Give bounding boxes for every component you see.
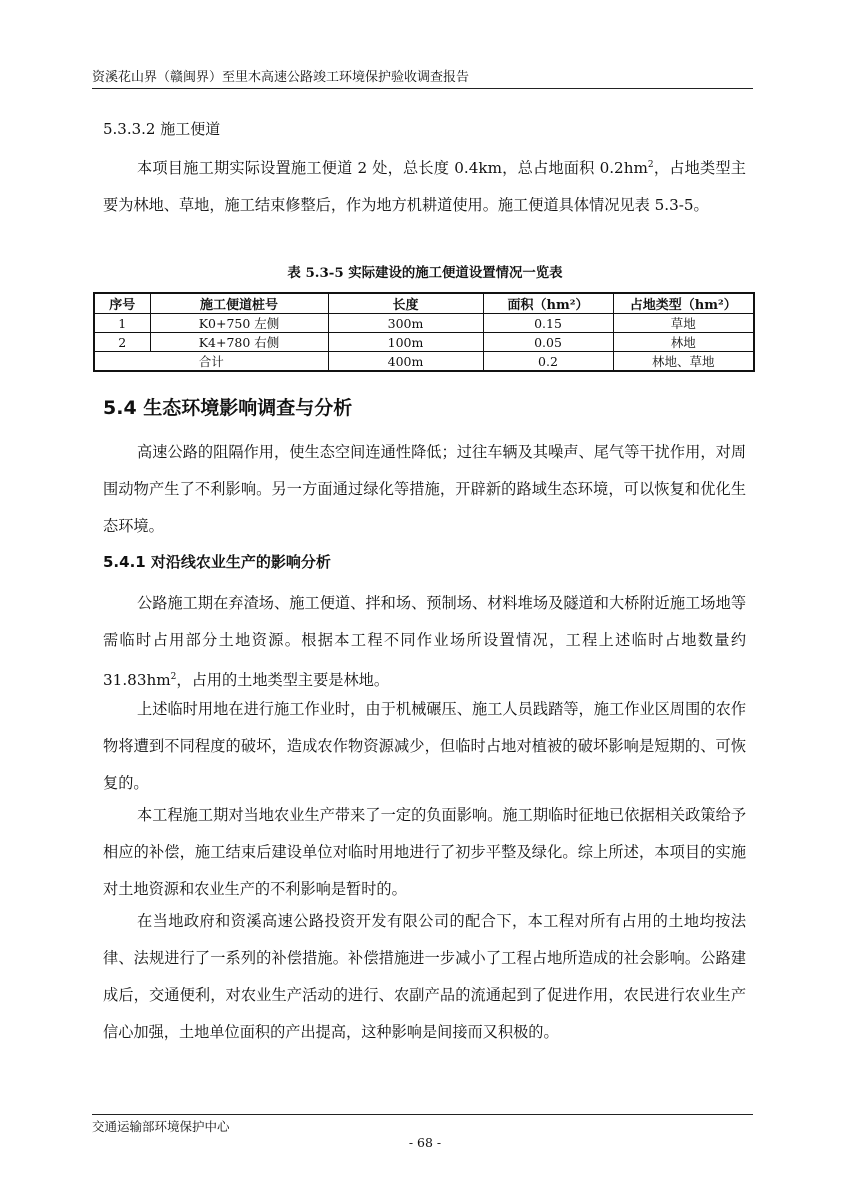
total-type-cell: 林地、草地 [613, 352, 754, 372]
paragraph-compensation: 本工程施工期对当地农业生产带来了一定的负面影响。施工期临时征地已依据相关政策给予相应的补偿，施工结束后建设单位对临时用地进行了初步平整及绿化。综上所述，本项目的实施对土地资源和农业生产的不利影响是暂时的。 [103, 806, 746, 898]
header-cell: 序号 [94, 293, 150, 314]
total-length-cell: 400m [328, 352, 483, 372]
table-cell: 林地 [613, 333, 754, 352]
section-heading-5-3-3-2: 5.3.3.2 施工便道 [103, 120, 221, 138]
table-cell: 0.05 [483, 333, 613, 352]
footer-organization: 交通运输部环境保护中心 [92, 1119, 230, 1134]
header-cell: 面积（hm²） [483, 293, 613, 314]
table-row [94, 333, 754, 352]
table-caption: 表 5.3-5 实际建设的施工便道设置情况一览表 [287, 265, 563, 281]
table-cell: K0+750 左侧 [150, 314, 328, 333]
section-heading-5-4-1: 5.4.1 对沿线农业生产的影响分析 [103, 553, 331, 571]
temporary-roads-table [93, 292, 755, 372]
header-divider [92, 88, 753, 89]
table-cell: 2 [94, 333, 150, 352]
page-number: - 68 - [408, 1135, 442, 1150]
table-cell: K4+780 右侧 [150, 333, 328, 352]
header-cell: 施工便道桩号 [150, 293, 328, 314]
header-cell: 占地类型（hm²） [613, 293, 754, 314]
table-row [94, 314, 754, 333]
table-total-row [94, 352, 754, 372]
table-cell: 100m [328, 333, 483, 352]
table-cell: 草地 [613, 314, 754, 333]
footer-divider [92, 1114, 753, 1115]
paragraph-ecology: 高速公路的阻隔作用，使生态空间连通性降低；过往车辆及其噪声、尾气等干扰作用，对周围动物产生了不利影响。另一方面通过绿化等措施，开辟新的路域生态环境，可以恢复和优化生态环境。 [103, 443, 746, 535]
total-label-cell: 合计 [94, 352, 328, 372]
table-cell: 0.15 [483, 314, 613, 333]
table-cell: 300m [328, 314, 483, 333]
paragraph-temporary-roads: 本项目施工期实际设置施工便道 2 处，总长度 0.4km，总占地面积 $0.2hm^2$，占地类型主要为林地、草地，施工结束修整后，作为地方机耕道使用。施工便道具体情况见表 5.3-5。 [103, 159, 746, 215]
running-header: 资溪花山界（赣闽界）至里木高速公路竣工环境保护验收调查报告 [92, 70, 470, 85]
section-heading-5-4: 5.4 生态环境影响调查与分析 [103, 397, 353, 419]
paragraph-crop-damage: 上述临时用地在进行施工作业时，由于机械碾压、施工人员践踏等，施工作业区周围的农作物将遭到不同程度的破坏，造成农作物资源减少，但临时占地对植被的破坏影响是短期的、可恢复的。 [103, 700, 746, 792]
table-header-row [94, 293, 754, 314]
table-cell: 1 [94, 314, 150, 333]
header-cell: 长度 [328, 293, 483, 314]
paragraph-social-impact: 在当地政府和资溪高速公路投资开发有限公司的配合下，本工程对所有占用的土地均按法律、法规进行了一系列的补偿措施。补偿措施进一步减小了工程占地所造成的社会影响。公路建成后，交通便利，对农业生产活动的进行、农副产品的流通起到了促进作用，农民进行农业生产信心加强，土地单位面积的产出提高，这种影响是间接而又积极的。 [103, 912, 746, 1041]
total-area-cell: 0.2 [483, 352, 613, 372]
paragraph-temporary-land: 公路施工期在弃渣场、施工便道、拌和场、预制场、材料堆场及隧道和大桥附近施工场地等需临时占用部分土地资源。根据本工程不同作业场所设置情况，工程上述临时占地数量约 $31.83hm^2$，占用的土地类型主要是林地。 [103, 594, 746, 690]
